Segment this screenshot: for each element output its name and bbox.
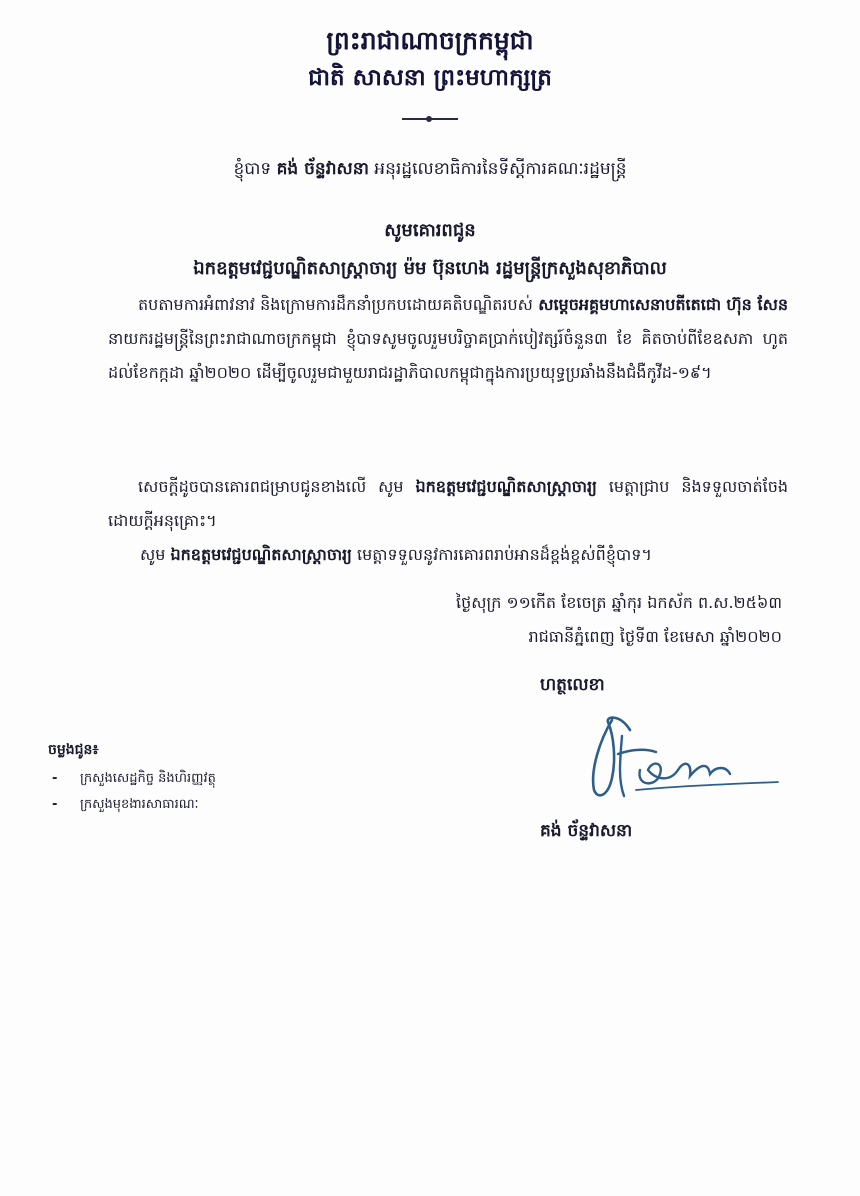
body-paragraph-2 [108,470,788,538]
lunar-date: ថ្ងៃសុក្រ ១១កើត ខែចេត្រ ឆ្នាំកុរ ឯកស័ក ព.ស.២៥៦៣ [456,593,782,612]
sender-prefix: ខ្ញុំបាទ [233,159,272,179]
cc-item-label: ក្រសួងមុខងារសាធារណៈ [80,797,199,812]
p1-leader-name: ហ៊ុន សែន [726,295,789,314]
cc-item [52,766,216,792]
body-paragraph-1 [108,288,788,390]
signature-title: ហត្ថលេខា [540,675,605,695]
p3-honorific: ឯកឧត្តមវេជ្ជបណ្ឌិតសាស្ត្រាចារ្យ [170,545,352,564]
body-paragraph-3 [140,538,820,572]
header-ornament [402,118,458,120]
cc-title: ចម្លងជូន៖ [48,742,99,758]
p3-text-start: សូម [140,545,166,564]
recipient: ឯកឧត្តមវេជ្ជបណ្ឌិតសាស្ត្រាចារ្យ ម៉ម ប៊ុនហេង រដ្ឋមន្ត្រីក្រសួងសុខាភិបាល [193,258,667,279]
kingdom-heading: ព្រះរាជាណាចក្រកម្ពុជា [326,26,534,55]
p2-honorific: ឯកឧត្តមវេជ្ជបណ្ឌិតសាស្ត្រាចារ្យ [415,477,597,496]
p2-text-end: មេត្តាជ្រាប និងទទួលចាត់ចែងដោយក្តីអនុគ្រោះ។ [108,477,789,530]
cc-item-label: ក្រសួងសេដ្ឋកិច្ច និងហិរញ្ញវត្ថុ [80,771,216,786]
p1-text-start: តបតាមការអំពាវនាវ និងក្រោមការដឹកនាំប្រកបដោយគតិបណ្ឌិតរបស់ [138,295,533,314]
p1-leader-title: សម្តេចអគ្គមហាសេនាបតីតេជោ [538,295,722,314]
cc-item [52,792,216,818]
cc-bullet: - [52,771,58,786]
handwritten-signature [560,700,790,810]
salutation: សូមគោរពជូន [384,220,476,241]
national-motto: ជាតិ សាសនា ព្រះមហាក្សត្រ [308,65,552,91]
sender-name: គង់ ច័ន្ទវាសនា [276,159,369,179]
sender-title: អនុរដ្ឋលេខាធិការនៃទីស្តីការគណៈរដ្ឋមន្ត្រី [374,159,627,179]
p2-text-start: សេចក្តីដូចបានគោរពជម្រាបជូនខាងលើ សូម [138,477,404,496]
p1-text-end: នាយករដ្ឋមន្ត្រីនៃព្រះរាជាណាចក្រកម្ពុជា ខ្ញុំបាទសូមចូលរួមបរិច្ចាគប្រាក់បៀវត្សរ៍ចំនួន៣ ខែ គិតចាប់ពីខែឧសភា ហូតដល់ខែកក្កដា ឆ្នាំ២០២០ ដើម្បីចូលរួមជាមួយរាជរដ្ឋាភិបាលកម្ពុជាក្នុងការប្រយុទ្ធប្រឆាំងនឹងជំងឺកូវីដ-១៩។ [108,329,788,382]
signer-name: គង់ ច័ន្ទវាសនា [540,821,633,841]
sender-line [0,158,860,183]
p3-text-end: មេត្តាទទួលនូវការគោរពរាប់អានដ៏ខ្ពង់ខ្ពស់ពីខ្ញុំបាទ។ [356,545,652,564]
cc-list [52,766,216,818]
cc-bullet: - [52,797,58,812]
solar-date: រាជធានីភ្នំពេញ ថ្ងៃទី៣ ខែមេសា ឆ្នាំ២០២០ [528,627,782,646]
